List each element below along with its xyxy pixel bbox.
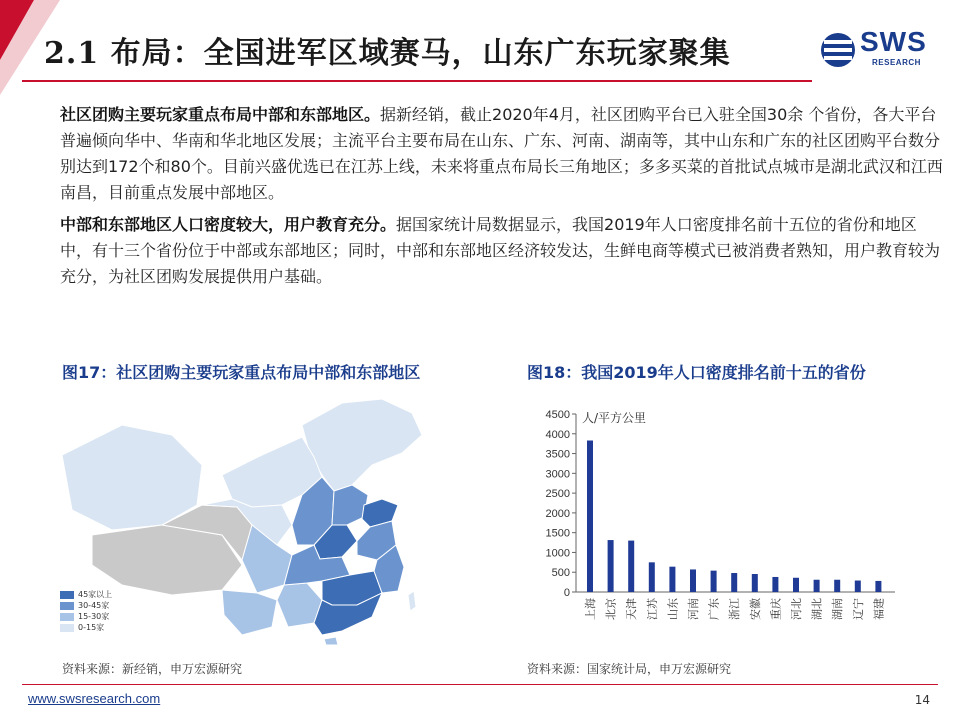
x-tick-label: 天津 [625,598,639,620]
x-tick-label: 辽宁 [851,598,865,620]
bar [772,577,778,592]
figure-18-source: 资料来源：国家统计局，申万宏源研究 [527,662,732,676]
legend-swatch [60,591,74,599]
legend-swatch [60,624,74,632]
y-tick-label: 2000 [545,507,570,520]
logo-subtext: RESEARCH [872,58,921,67]
bar [731,573,737,592]
x-tick-label: 安徽 [748,598,762,620]
bullet-item [38,102,943,206]
logo-text: SWS [860,26,927,57]
legend-swatch [60,613,74,621]
y-tick-label: 500 [551,567,570,580]
bar [608,540,614,592]
footer-website-link[interactable]: www.swsresearch.com [28,691,161,706]
bar [855,581,861,592]
legend-label: 0-15家 [78,623,105,632]
x-tick-label: 山东 [666,598,680,620]
china-map [52,395,482,645]
sws-logo [820,26,938,74]
legend-item [60,600,112,611]
bar [587,441,593,592]
china-map-graphic [52,395,482,645]
legend-swatch [60,602,74,610]
figure-17-title: 图17：社区团购主要玩家重点布局中部和东部地区 [62,363,421,382]
bar [793,578,799,592]
footer-divider [22,684,938,685]
x-tick-label: 广东 [707,598,721,620]
x-tick-label: 上海 [584,598,597,620]
x-tick-label: 浙江 [728,598,742,620]
y-tick-label: 2500 [545,488,570,501]
bar [690,569,696,592]
bullet-list [38,102,943,296]
bullet-body: 据新经销，截止2020年4月，社区团购平台已入驻全国30余 个省份，各大平台普遍倾向华中、华南和华北地区发展；主流平台主要布局在山东、广东、河南、湖南等，其中山东和广东的社区团购平台数分别达到172个和80个。目前兴盛优选已在江苏上线，未来将重点布局长三角地区；多多买菜的首批试点城市是湖北武汉和江西南昌，目前重点发展中部地区。 [60,105,943,202]
unit-label: 人/平方公里 [582,411,647,425]
bar [669,567,675,592]
x-tick-label: 北京 [604,598,618,620]
y-tick-label: 4000 [545,428,570,441]
legend-item [60,589,112,600]
sws-logo-icon [820,28,856,72]
x-tick-label: 湖北 [810,598,824,620]
x-tick-label: 江苏 [645,598,659,620]
y-tick-label: 3000 [545,468,570,481]
bullet-body: 据国家统计局数据显示，我国2019年人口密度排名前十五位的省份和地区中，有十三个省份位于中部或东部地区；同时，中部和东部地区经济较发达，生鲜电商等模式已被消费者熟知，用户教育较为充分，为社区团购发展提供用户基础。 [60,215,941,286]
y-tick-label: 3500 [545,448,570,461]
legend-label: 45家以上 [78,590,113,599]
bullet-lead: 社区团购主要玩家重点布局中部和东部地区。 [60,105,381,124]
y-tick-label: 0 [563,587,570,599]
bar [875,581,881,592]
bullet-lead: 中部和东部地区人口密度较大，用户教育充分。 [60,215,397,234]
bar [649,562,655,592]
bar-chart-svg [520,400,920,645]
y-tick-label: 4500 [545,409,570,421]
figure-18-title: 图18：我国2019年人口密度排名前十五的省份 [527,363,866,382]
page-title: 2.1 布局：全国进军区域赛马，山东广东玩家聚集 [44,36,731,71]
bar [752,574,758,592]
population-density-chart [520,400,920,645]
legend-item [60,611,112,622]
bar [628,541,634,592]
map-legend [60,589,112,633]
legend-label: 15-30家 [78,612,110,621]
legend-item [60,622,112,633]
bar [834,580,840,592]
legend-label: 30-45家 [78,601,110,610]
page-number: 14 [914,693,930,707]
x-tick-label: 河南 [687,598,700,620]
bar [814,580,820,592]
x-tick-label: 湖南 [831,598,845,620]
x-tick-label: 河北 [790,598,803,620]
x-tick-label: 福建 [872,598,886,620]
bullet-item [38,212,943,290]
x-tick-label: 重庆 [769,598,783,620]
figure-17-source: 资料来源：新经销，申万宏源研究 [62,662,243,676]
y-tick-label: 1000 [545,547,570,560]
bar [711,571,717,592]
y-tick-label: 1500 [545,527,570,540]
